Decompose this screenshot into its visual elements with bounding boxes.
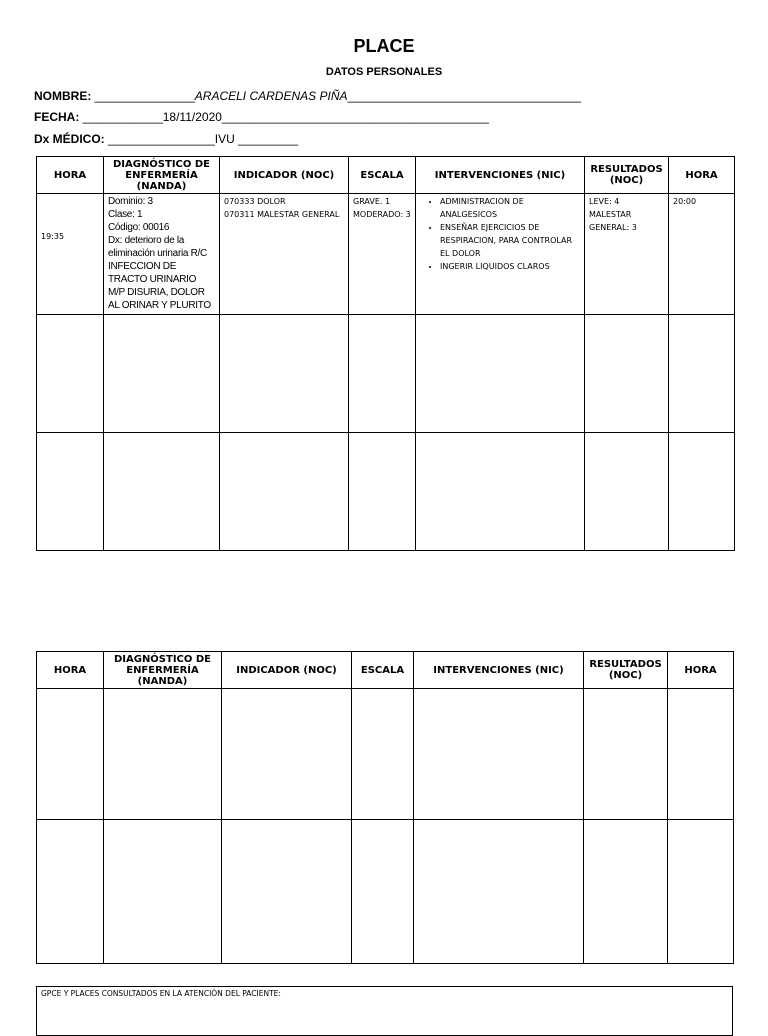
header-resultados: RESULTADOS (NOC) (585, 157, 669, 194)
empty-cell[interactable] (669, 433, 735, 551)
empty-cell[interactable] (584, 689, 668, 820)
table-row (37, 315, 735, 433)
header-hora-2: HORA (669, 157, 735, 194)
empty-cell[interactable] (585, 315, 669, 433)
nombre-label: NOMBRE: (34, 89, 92, 103)
empty-cell[interactable] (104, 433, 220, 551)
empty-cell[interactable] (416, 433, 585, 551)
gpce-places-label: GPCE Y PLACES CONSULTADOS EN LA ATENCIÓN DEL PACIENTE: (41, 989, 281, 998)
hora-2-cell (669, 194, 735, 315)
empty-cell[interactable] (222, 820, 352, 964)
empty-cell[interactable] (352, 820, 414, 964)
empty-cell[interactable] (104, 820, 222, 964)
fecha-line-post: ________________________________________ (221, 110, 489, 124)
header-indicador: INDICADOR (NOC) (220, 157, 349, 194)
nombre-line-pre: _______________ (91, 89, 195, 103)
header-escala: ESCALA (352, 652, 414, 689)
codigo-text: Código: 00016 (108, 222, 170, 233)
gpce-places-box[interactable] (36, 986, 733, 1036)
header-indicador: INDICADOR (NOC) (222, 652, 352, 689)
empty-cell[interactable] (416, 315, 585, 433)
hora-cell (37, 194, 104, 315)
dominio-text: Dominio: 3 (108, 196, 153, 207)
empty-cell[interactable] (37, 820, 104, 964)
empty-cell[interactable] (104, 315, 220, 433)
header-hora: HORA (37, 157, 104, 194)
resultados-cell (585, 194, 669, 315)
header-escala: ESCALA (349, 157, 416, 194)
header-intervenciones: INTERVENCIONES (NIC) (414, 652, 584, 689)
page-title: PLACE (353, 36, 415, 56)
empty-cell[interactable] (668, 820, 734, 964)
empty-cell[interactable] (222, 689, 352, 820)
header-diagnostico: DIAGNÓSTICO DE ENFERMERÍA (NANDA) (104, 652, 222, 689)
empty-cell[interactable] (669, 315, 735, 433)
table-header-row (37, 652, 734, 689)
header-hora-2: HORA (668, 652, 734, 689)
table-row (37, 194, 735, 315)
table-row (37, 433, 735, 551)
list-item: • ENSEÑAR EJERCICIOS DE RESPIRACION, PARA CONTROLAR EL DOLOR (440, 221, 580, 260)
header-intervenciones: INTERVENCIONES (NIC) (416, 157, 585, 194)
intervenciones-list (418, 195, 580, 273)
dx-medico-field (34, 132, 298, 146)
nombre-field (34, 89, 581, 103)
resultado-item: LEVE: 4 (589, 197, 620, 206)
dx-medico-value: IVU (214, 132, 235, 146)
empty-cell[interactable] (585, 433, 669, 551)
dx-medico-label: Dx MÉDICO: (34, 132, 105, 146)
fecha-label: FECHA: (34, 110, 80, 124)
nombre-value: ARACELI CARDENAS PIÑA (194, 89, 348, 103)
empty-cell[interactable] (37, 689, 104, 820)
indicador-cell (220, 194, 349, 315)
table-row (37, 820, 734, 964)
hora-value: 19:35 (41, 232, 65, 241)
fecha-line-pre: ____________ (79, 110, 163, 124)
empty-cell[interactable] (414, 689, 584, 820)
diagnostico-cell (104, 194, 220, 315)
resultado-item: MALESTAR GENERAL: 3 (589, 210, 637, 232)
place-table-1 (36, 156, 735, 551)
empty-cell[interactable] (584, 820, 668, 964)
list-item: • INGERIR LIQUIDOS CLAROS (440, 260, 580, 273)
table-header-row (37, 157, 735, 194)
empty-cell[interactable] (37, 315, 104, 433)
clase-text: Clase: 1 (108, 209, 143, 220)
empty-cell[interactable] (668, 689, 734, 820)
escala-item: GRAVE. 1 (353, 197, 391, 206)
fecha-field (34, 110, 489, 124)
header-resultados: RESULTADOS (NOC) (584, 652, 668, 689)
escala-cell (349, 194, 416, 315)
hora-2-value: 20:00 (673, 197, 697, 206)
escala-item: MODERADO: 3 (353, 210, 411, 219)
empty-cell[interactable] (37, 433, 104, 551)
empty-cell[interactable] (220, 315, 349, 433)
empty-cell[interactable] (414, 820, 584, 964)
header-diagnostico: DIAGNÓSTICO DE ENFERMERÍA (NANDA) (104, 157, 220, 194)
empty-cell[interactable] (352, 689, 414, 820)
dx-line-post: _________ (234, 132, 299, 146)
intervenciones-cell (416, 194, 585, 315)
table-row (37, 689, 734, 820)
empty-cell[interactable] (349, 315, 416, 433)
list-item: • ADMINISTRACION DE ANALGESICOS (440, 195, 580, 221)
header-hora: HORA (37, 652, 104, 689)
dx-text: Dx: deterioro de la eliminación urinaria R/C INFECCION DE TRACTO URINARIO M/P DISURIA, DOLOR AL ORINAR Y PLURITO (108, 235, 211, 311)
empty-cell[interactable] (220, 433, 349, 551)
empty-cell[interactable] (104, 689, 222, 820)
indicador-item: 070311 MALESTAR GENERAL (224, 210, 340, 219)
nombre-line-post: ___________________________________ (347, 89, 582, 103)
fecha-value: 18/11/2020 (162, 110, 222, 124)
dx-line-pre: ________________ (104, 132, 215, 146)
place-table-2 (36, 651, 734, 964)
indicador-item: 070333 DOLOR (224, 197, 286, 206)
empty-cell[interactable] (349, 433, 416, 551)
page-subtitle: DATOS PERSONALES (325, 66, 443, 78)
